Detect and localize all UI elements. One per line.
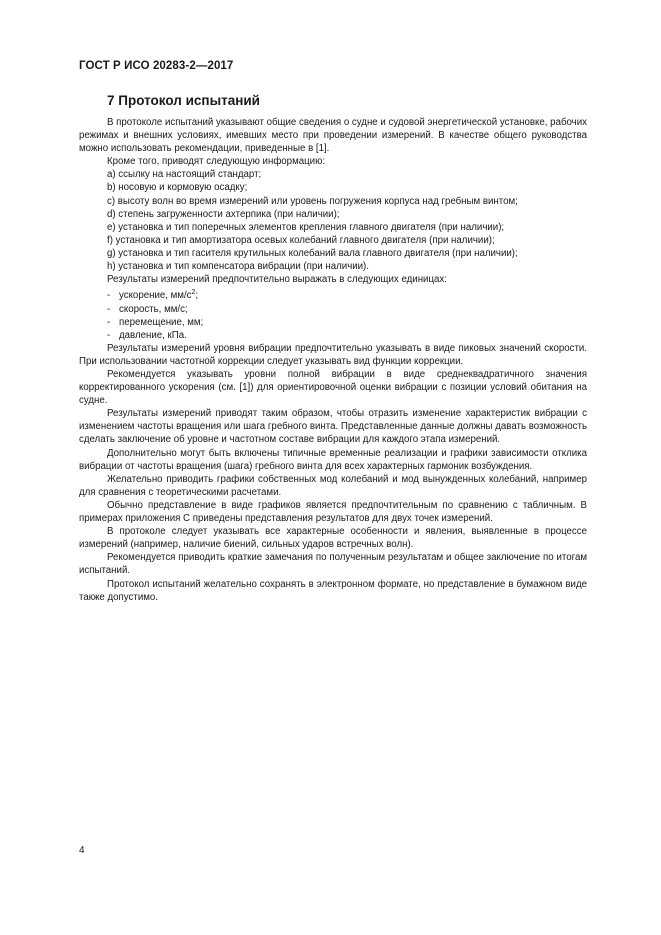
- list-item: e) установка и тип поперечных элементов крепления главного двигателя (при наличии);: [107, 221, 505, 233]
- list-item: d) степень загруженности ахтерпика (при наличии);: [107, 208, 340, 220]
- list-item: h) установка и тип компенсатора вибрации (при наличии).: [107, 261, 369, 273]
- list-item: c) высоту волн во время измерений или уровень погружения корпуса над гребным винтом;: [107, 195, 518, 207]
- unit-item-velocity: [79, 303, 587, 316]
- page-number: 4: [79, 845, 85, 856]
- unit-text: давление, кПа.: [119, 329, 187, 341]
- document-body: [79, 116, 587, 604]
- units-intro: Результаты измерений предпочтительно выражать в следующих единицах:: [107, 274, 447, 286]
- info-intro: Кроме того, приводят следующую информацию:: [107, 156, 326, 168]
- unit-item-acceleration: [79, 286, 587, 302]
- unit-item-pressure: [79, 329, 587, 342]
- body-paragraph: Протокол испытаний желательно сохранять в электронном формате, но представление в бумажном виде также допустимо.: [79, 578, 587, 603]
- list-item: a) ссылку на настоящий стандарт;: [107, 169, 262, 181]
- unit-text: скорость, мм/с;: [119, 303, 188, 315]
- intro-paragraph: В протоколе испытаний указывают общие сведения о судне и судовой энергетической установке, рабочих режимах и внешних условиях, имевших место при проведении измерений. В качестве общего руководства можно использовать рекомендации, приведенные в [1].: [79, 117, 587, 155]
- dash-bullet: -: [107, 316, 111, 328]
- unit-superscript: 2: [191, 289, 196, 297]
- unit-punct: ;: [195, 290, 199, 302]
- list-item: b) носовую и кормовую осадку;: [107, 182, 248, 194]
- section-title: 7 Протокол испытаний: [107, 93, 260, 108]
- body-paragraph: Дополнительно могут быть включены типичные временные реализации и графики зависимости отклика вибрации от частоты вращения (шага) гребного винта для всех характерных гармоник возбуждения.: [79, 447, 587, 472]
- body-paragraph: Результаты измерений приводят таким образом, чтобы отразить изменение характеристик вибрации с изменением частоты вращения или шага гребного винта. Представленные данные должны давать возможность сделать заключение об уровне и частотном составе вибрации для каждого этапа измерений.: [79, 408, 587, 446]
- list-item: f) установка и тип амортизатора осевых колебаний главного двигателя (при наличии);: [107, 234, 495, 246]
- unit-text: ускорение, мм/с: [119, 290, 192, 302]
- unit-item-displacement: [79, 316, 587, 329]
- dash-bullet: -: [107, 303, 111, 315]
- body-paragraph: Рекомендуется указывать уровни полной вибрации в виде среднеквадратичного значения корректированного ускорения (см. [1]) для ориентировочной оценки вибрации с позиции условий обитания на судне.: [79, 369, 587, 407]
- dash-bullet: -: [107, 329, 111, 341]
- body-paragraph: Результаты измерений уровня вибрации предпочтительно указывать в виде пиковых значений скорости. При использовании частотной коррекции следует указывать вид функции коррекции.: [79, 342, 587, 367]
- dash-bullet: -: [107, 290, 111, 302]
- body-paragraph: Желательно приводить графики собственных мод колебаний и мод вынужденных колебаний, например для сравнения с теоретическими расчетами.: [79, 473, 587, 498]
- body-paragraph: Обычно представление в виде графиков является предпочтительным по сравнению с табличным. В примерах приложения С приведены представления результатов для двух точек измерений.: [79, 499, 587, 525]
- body-paragraph: В протоколе следует указывать все характерные особенности и явления, выявленные в процессе измерений (например, наличие биений, сильных ударов встречных волн).: [79, 526, 587, 551]
- document-header: ГОСТ Р ИСО 20283-2—2017: [79, 60, 234, 72]
- unit-text: перемещение, мм;: [119, 316, 204, 328]
- list-item: g) установка и тип гасителя крутильных колебаний вала главного двигателя (при наличии);: [107, 247, 518, 259]
- body-paragraph: Рекомендуется приводить краткие замечания по полученным результатам и общее заключение по итогам испытаний.: [79, 552, 587, 577]
